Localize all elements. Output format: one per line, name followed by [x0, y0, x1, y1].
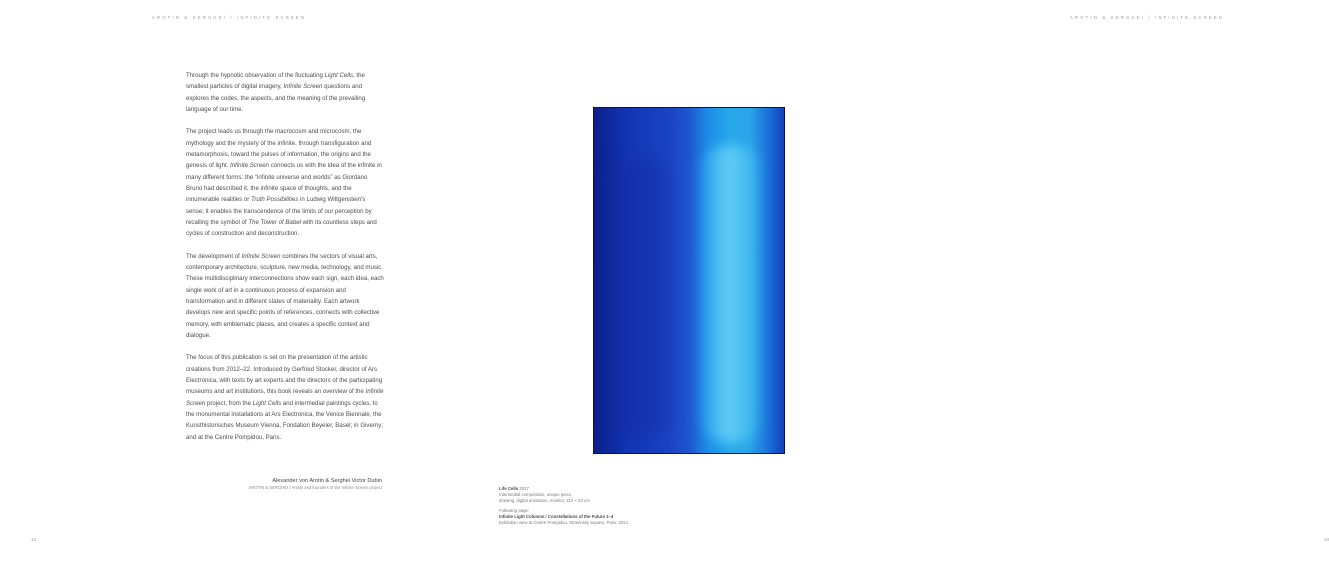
artwork-glow-left	[608, 158, 668, 438]
text-run: The development of	[186, 252, 242, 260]
text-run: , the smallest particles of digital imagery,	[186, 72, 365, 91]
running-head-right: AROTIN & SERGHEI / INFINITE SCREEN	[1070, 15, 1225, 20]
italic-run: Infinite Screen	[186, 388, 384, 407]
caption-year: 2017	[519, 486, 529, 491]
caption-title: Life Cells	[499, 486, 519, 491]
body-paragraph-1	[186, 70, 384, 115]
caption-following-title: Infinite Light Columns / Constellations of the Future 1–4	[499, 514, 614, 520]
page-number-right: 13	[1324, 537, 1329, 542]
body-paragraph-3	[186, 251, 384, 341]
body-paragraph-2	[186, 126, 384, 239]
text-run: with its countless steps and cycles of construction and deconstruction.	[186, 218, 377, 238]
caption-following-label: Following page:	[499, 508, 530, 514]
caption-line-2: drawing, digital animation, monitor, 112 × 63 cm	[499, 497, 590, 503]
italic-run: Light Cells	[252, 399, 282, 407]
artwork-image	[593, 107, 785, 454]
image-caption	[499, 486, 739, 526]
italic-run: Truth Possibilities	[251, 196, 299, 204]
page-number-left: 12	[31, 537, 37, 542]
text-run: connects us with the idea of the infinite in many different forms: the “infinite universe and worlds” as Giordano Bruno had described it, the infinite space of thoughts, and the innumerable realities or	[186, 162, 382, 204]
signature-role: AROTIN & SERGHEI / Artists and founders of the Infinite Screen project	[248, 485, 382, 490]
left-page	[0, 0, 450, 563]
body-paragraph-4	[186, 352, 384, 442]
italic-run: Infinite Screen	[230, 162, 270, 170]
caption-following-detail: Exhibition view at Centre Pompidou, Stravinsky Square, Paris, 2021	[499, 519, 629, 525]
text-run: The project leads us through the macrocosm and microcosm, the mythology and the mystery of the infinite, through transfiguration and metamorphosis, toward the pulses of information, the origins and the genesis of light.	[186, 128, 372, 170]
text-run: and intermedial paintings cycles, to the monumental installations at Ars Electronica, the Venice Biennale, the Kunsthistorisches Museum Vienna, Fondation Beyeler, Basel; in Giverny; and at the Centre Pompidou, Paris.	[186, 399, 384, 441]
text-run: in Ludwig Wittgenstein’s sense; it enables the transcendence of the limits of our perception by recalling the symbol of	[186, 196, 372, 226]
text-run: combines the sectors of visual arts, contemporary architecture, sculpture, new media, technology, and music. These multidisciplinary interconnections show each sign, each idea, each single work of art in a continuous process of expansion and transformation and in different states of materiality. Each artwork develops new and specific points of references, connects with collective memory, with emblematic places, and creates a specific context and dialogue.	[186, 252, 384, 339]
italic-run: Infinite Screen	[283, 83, 323, 91]
italic-run: The Tower of Babel	[248, 218, 301, 226]
running-head-left: AROTIN & SERGHEI / INFINITE SCREEN	[152, 15, 307, 20]
caption-line-1: Intermedial composition, unique piece,	[499, 491, 573, 497]
italic-run: Infinite Screen	[241, 252, 281, 260]
text-run: project, from the	[205, 399, 253, 407]
italic-run: Light Cells	[324, 72, 354, 79]
body-text	[186, 70, 384, 454]
signature	[186, 477, 382, 491]
text-run: questions and explores the codes, the aspects, and the meaning of the prevailing language of our time.	[186, 83, 366, 113]
text-run: The focus of this publication is set on the presentation of the artistic creations from 2012–22. Introduced by Gerfried Stocker, director of Ars Electronica, with texts by art experts and the directors of the participating museums and art institutions, this book reveals an overview of the	[186, 354, 383, 396]
artwork-glow-right	[702, 146, 760, 442]
signature-name: Alexander von Arotin & Serghei Victor Dubin	[272, 478, 382, 484]
text-run: Through the hypnotic observation of the fluctuating	[186, 72, 325, 79]
